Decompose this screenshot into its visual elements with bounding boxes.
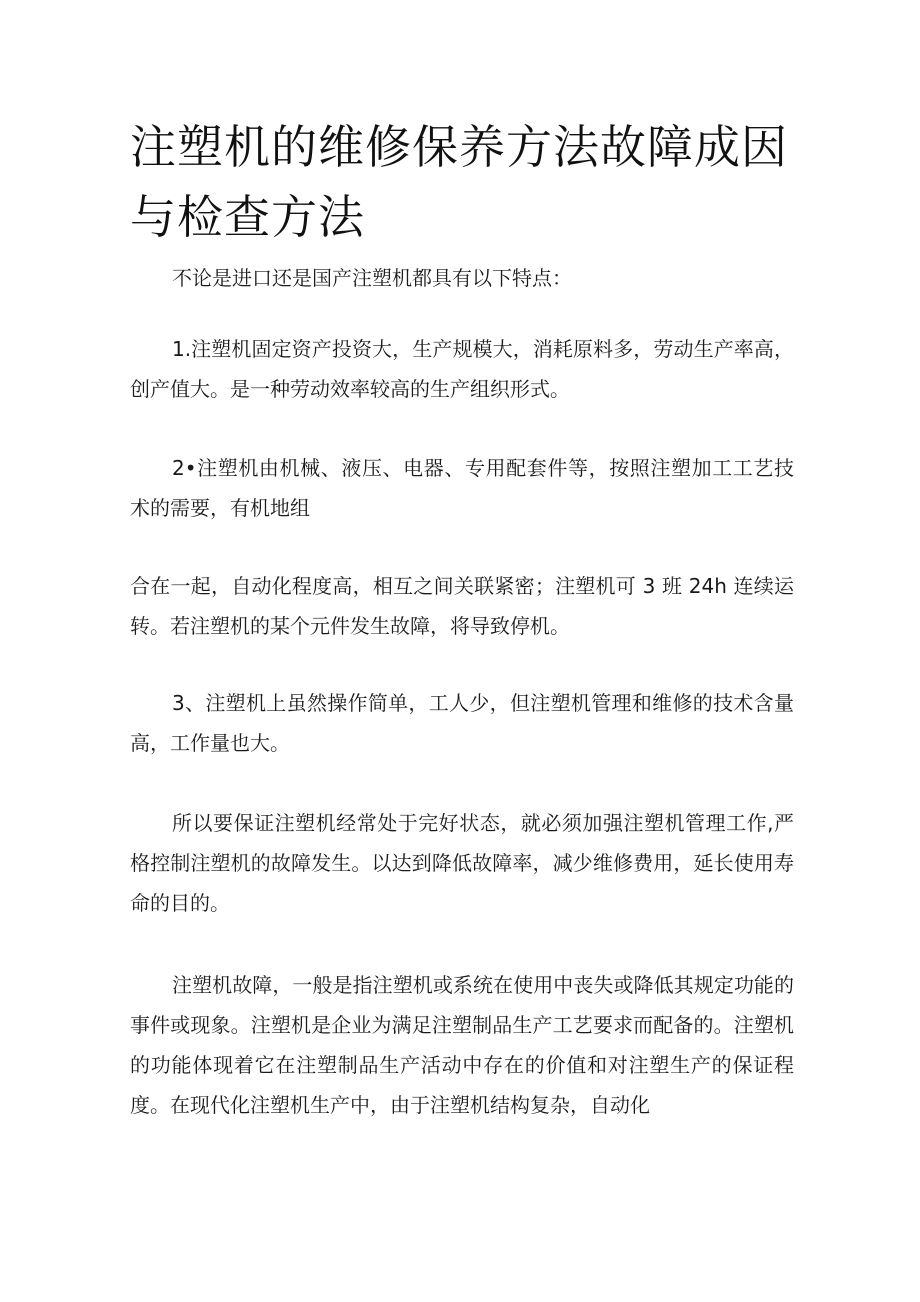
- paragraph-fault-definition: 注塑机故障，一般是指注塑机或系统在使用中丧失或降低其规定功能的事件或现象。注塑机是企业为满足注塑制品生产工艺要求而配备的。注塑机的功能体现着它在注塑制品生产活动中存在的价值和对注塑生产的保证程度。在现代化注塑机生产中，由于注塑机结构复杂，自动化: [130, 973, 794, 1117]
- paragraph-point-2: 2•注塑机由机械、液压、电器、专用配套件等，按照注塑加工工艺技术的需要，有机地组: [130, 456, 794, 520]
- paragraph-point-2-continued: 合在一起，自动化程度高，相互之间关联紧密；注塑机可 3 班 24h 连续运转。若注塑机的某个元件发生故障，将导致停机。: [130, 574, 794, 638]
- paragraph-point-3: 3、注塑机上虽然操作简单，工人少，但注塑机管理和维修的技术含量高，工作量也大。: [130, 691, 794, 755]
- document-title: 注塑机的维修保养方法故障成因与检查方法: [130, 120, 788, 244]
- paragraph-management: 所以要保证注塑机经常处于完好状态，就必须加强注塑机管理工作,严格控制注塑机的故障发生。以达到降低故障率，减少维修费用，延长使用寿命的目的。: [130, 811, 794, 915]
- paragraph-point-1: 1.注塑机固定资产投资大，生产规模大，消耗原料多，劳动生产率高，创产值大。是一种劳动效率较高的生产组织形式。: [130, 337, 794, 401]
- paragraph-intro: 不论是进口还是国产注塑机都具有以下特点：: [172, 266, 572, 290]
